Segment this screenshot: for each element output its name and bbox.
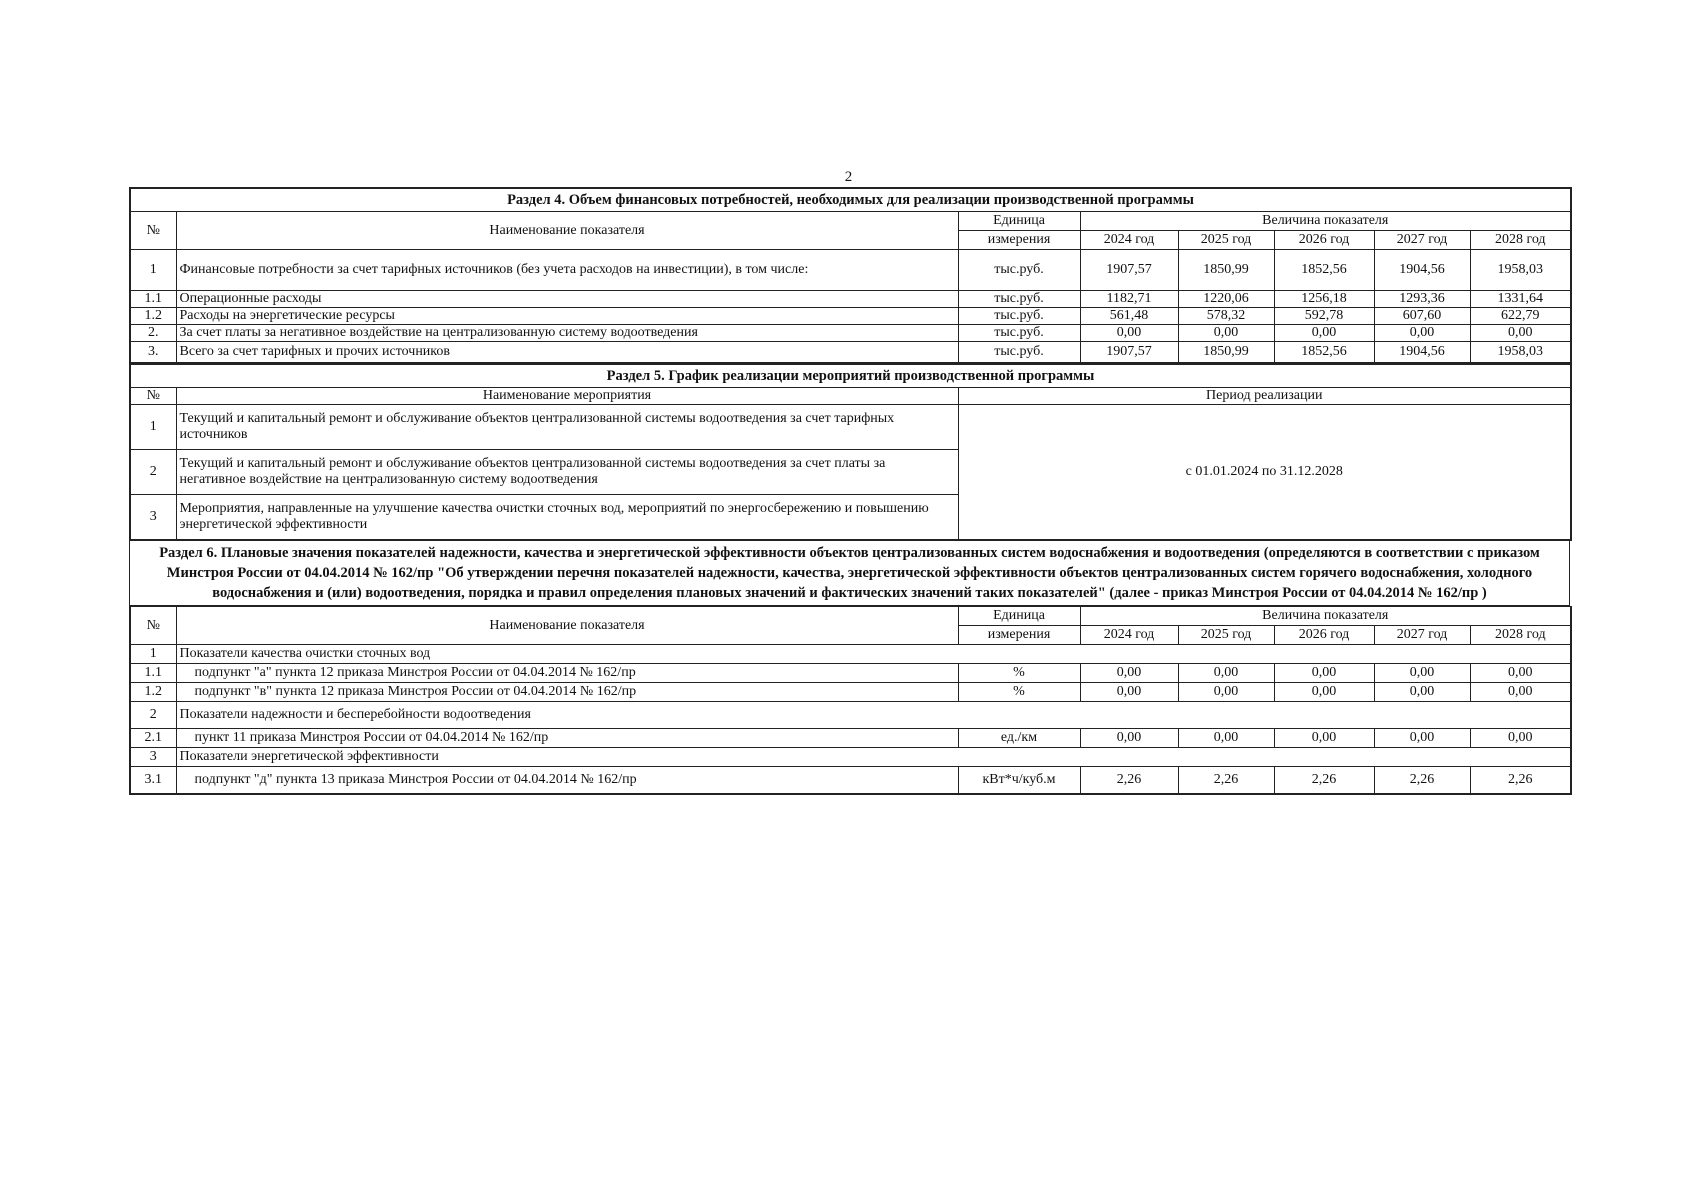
section5-table	[129, 364, 1572, 541]
group-row	[130, 702, 1571, 729]
row-value: 0,00	[1374, 729, 1470, 748]
row-name: Мероприятия, направленные на улучшение качества очистки сточных вод, мероприятий по энергосбережению и повышению энергетической эффективности	[176, 495, 958, 541]
table-row	[130, 767, 1571, 795]
row-value: 0,00	[1470, 729, 1571, 748]
row-unit: тыс.руб.	[958, 325, 1080, 342]
header-year: 2027 год	[1374, 231, 1470, 250]
header-name: Наименование показателя	[176, 212, 958, 250]
section5-title: Раздел 5. График реализации мероприятий производственной программы	[130, 365, 1571, 388]
header-name: Наименование показателя	[176, 607, 958, 645]
row-value: 2,26	[1274, 767, 1374, 795]
table-row	[130, 250, 1571, 291]
row-value: 0,00	[1274, 325, 1374, 342]
header-no: №	[130, 607, 176, 645]
row-value: 2,26	[1374, 767, 1470, 795]
row-value: 0,00	[1470, 664, 1571, 683]
section4-table	[129, 187, 1572, 364]
row-value: 1958,03	[1470, 250, 1571, 291]
header-value: Величина показателя	[1080, 607, 1571, 626]
document-sheet	[129, 187, 1570, 795]
header-year: 2025 год	[1178, 626, 1274, 645]
row-name: подпункт "в" пункта 12 приказа Минстроя России от 04.04.2014 № 162/пр	[176, 683, 958, 702]
header-unit-line2: измерения	[958, 626, 1080, 645]
header-year: 2026 год	[1274, 231, 1374, 250]
page-number: 2	[844, 169, 853, 185]
header-no: №	[130, 212, 176, 250]
row-value: 1907,57	[1080, 342, 1178, 364]
row-value: 1850,99	[1178, 250, 1274, 291]
header-year: 2028 год	[1470, 231, 1571, 250]
row-name: Текущий и капитальный ремонт и обслуживание объектов централизованной системы водоотведения за счет платы за негативное воздействие на централизованную систему водоотведения	[176, 450, 958, 495]
header-year: 2027 год	[1374, 626, 1470, 645]
header-unit-line2: измерения	[958, 231, 1080, 250]
row-no: 1	[130, 405, 176, 450]
row-value: 1852,56	[1274, 342, 1374, 364]
row-name: За счет платы за негативное воздействие на централизованную систему водоотведения	[176, 325, 958, 342]
row-no: 3	[130, 495, 176, 541]
row-value: 0,00	[1274, 729, 1374, 748]
group-name: Показатели энергетической эффективности	[176, 748, 1571, 767]
row-no: 3.	[130, 342, 176, 364]
row-name: Всего за счет тарифных и прочих источников	[176, 342, 958, 364]
row-value: 0,00	[1470, 683, 1571, 702]
row-unit: кВт*ч/куб.м	[958, 767, 1080, 795]
row-value: 1904,56	[1374, 342, 1470, 364]
group-no: 3	[130, 748, 176, 767]
row-no: 3.1	[130, 767, 176, 795]
row-value: 0,00	[1178, 729, 1274, 748]
table-row	[130, 325, 1571, 342]
row-value: 561,48	[1080, 308, 1178, 325]
row-unit: %	[958, 683, 1080, 702]
group-row	[130, 645, 1571, 664]
row-name: подпункт "д" пункта 13 приказа Минстроя России от 04.04.2014 № 162/пр	[176, 767, 958, 795]
row-unit: тыс.руб.	[958, 342, 1080, 364]
row-value: 0,00	[1178, 325, 1274, 342]
table-row	[130, 291, 1571, 308]
row-value: 0,00	[1374, 683, 1470, 702]
table-row	[130, 664, 1571, 683]
header-no: №	[130, 388, 176, 405]
row-no: 1.1	[130, 291, 176, 308]
row-unit: %	[958, 664, 1080, 683]
row-value: 1904,56	[1374, 250, 1470, 291]
row-value: 0,00	[1470, 325, 1571, 342]
row-value: 0,00	[1274, 664, 1374, 683]
section6-table	[129, 606, 1572, 795]
row-value: 2,26	[1080, 767, 1178, 795]
row-value: 0,00	[1080, 325, 1178, 342]
row-value: 0,00	[1178, 664, 1274, 683]
row-value: 2,26	[1470, 767, 1571, 795]
header-unit-line1: Единица	[958, 607, 1080, 626]
row-value: 0,00	[1080, 683, 1178, 702]
row-value: 1293,36	[1374, 291, 1470, 308]
row-value: 607,60	[1374, 308, 1470, 325]
row-no: 2.1	[130, 729, 176, 748]
table-row	[130, 683, 1571, 702]
table-row	[130, 405, 1571, 450]
header-period: Период реализации	[958, 388, 1571, 405]
row-unit: тыс.руб.	[958, 308, 1080, 325]
header-value: Величина показателя	[1080, 212, 1571, 231]
row-no: 2.	[130, 325, 176, 342]
row-name: подпункт "а" пункта 12 приказа Минстроя России от 04.04.2014 № 162/пр	[176, 664, 958, 683]
row-value: 622,79	[1470, 308, 1571, 325]
row-unit: тыс.руб.	[958, 250, 1080, 291]
row-name: пункт 11 приказа Минстроя России от 04.04.2014 № 162/пр	[176, 729, 958, 748]
row-no: 1.2	[130, 683, 176, 702]
row-unit: ед./км	[958, 729, 1080, 748]
row-value: 592,78	[1274, 308, 1374, 325]
row-value: 0,00	[1274, 683, 1374, 702]
row-value: 1256,18	[1274, 291, 1374, 308]
table-row	[130, 729, 1571, 748]
section6-title: Раздел 6. Плановые значения показателей надежности, качества и энергетической эффективности объектов централизованных систем водоснабжения и водоотведения (определяются в соответствии с приказом Минстроя России от 04.04.2014 № 162/пр "Об утверждении перечня показателей надежности, качества, энергетической эффективности объектов централизованных систем горячего водоснабжения, холодного водоснабжения и (или) водоотведения, порядка и правил определения плановых значений и фактических значений таких показателей" (далее - приказ Минстроя России от 04.04.2014 № 162/пр )	[129, 541, 1570, 606]
group-no: 2	[130, 702, 176, 729]
row-name: Операционные расходы	[176, 291, 958, 308]
row-value: 0,00	[1080, 664, 1178, 683]
row-no: 1.1	[130, 664, 176, 683]
row-value: 1331,64	[1470, 291, 1571, 308]
section4-title: Раздел 4. Объем финансовых потребностей, необходимых для реализации производственной программы	[130, 188, 1571, 212]
row-value: 0,00	[1178, 683, 1274, 702]
row-value: 0,00	[1374, 325, 1470, 342]
header-unit-line1: Единица	[958, 212, 1080, 231]
header-year: 2028 год	[1470, 626, 1571, 645]
header-event-name: Наименование мероприятия	[176, 388, 958, 405]
header-year: 2025 год	[1178, 231, 1274, 250]
period-value: с 01.01.2024 по 31.12.2028	[958, 405, 1571, 541]
row-value: 0,00	[1374, 664, 1470, 683]
row-no: 1	[130, 250, 176, 291]
header-year: 2026 год	[1274, 626, 1374, 645]
row-name: Расходы на энергетические ресурсы	[176, 308, 958, 325]
table-row	[130, 342, 1571, 364]
group-no: 1	[130, 645, 176, 664]
row-value: 1907,57	[1080, 250, 1178, 291]
row-unit: тыс.руб.	[958, 291, 1080, 308]
row-value: 1850,99	[1178, 342, 1274, 364]
row-value: 578,32	[1178, 308, 1274, 325]
group-row	[130, 748, 1571, 767]
group-name: Показатели качества очистки сточных вод	[176, 645, 1571, 664]
row-value: 0,00	[1080, 729, 1178, 748]
header-year: 2024 год	[1080, 626, 1178, 645]
row-value: 1852,56	[1274, 250, 1374, 291]
row-value: 1958,03	[1470, 342, 1571, 364]
row-value: 1182,71	[1080, 291, 1178, 308]
row-name: Текущий и капитальный ремонт и обслуживание объектов централизованной системы водоотведения за счет тарифных источников	[176, 405, 958, 450]
row-no: 2	[130, 450, 176, 495]
row-name: Финансовые потребности за счет тарифных источников (без учета расходов на инвестиции), в том числе:	[176, 250, 958, 291]
row-no: 1.2	[130, 308, 176, 325]
row-value: 2,26	[1178, 767, 1274, 795]
row-value: 1220,06	[1178, 291, 1274, 308]
group-name: Показатели надежности и бесперебойности водоотведения	[176, 702, 1571, 729]
header-year: 2024 год	[1080, 231, 1178, 250]
table-row	[130, 308, 1571, 325]
